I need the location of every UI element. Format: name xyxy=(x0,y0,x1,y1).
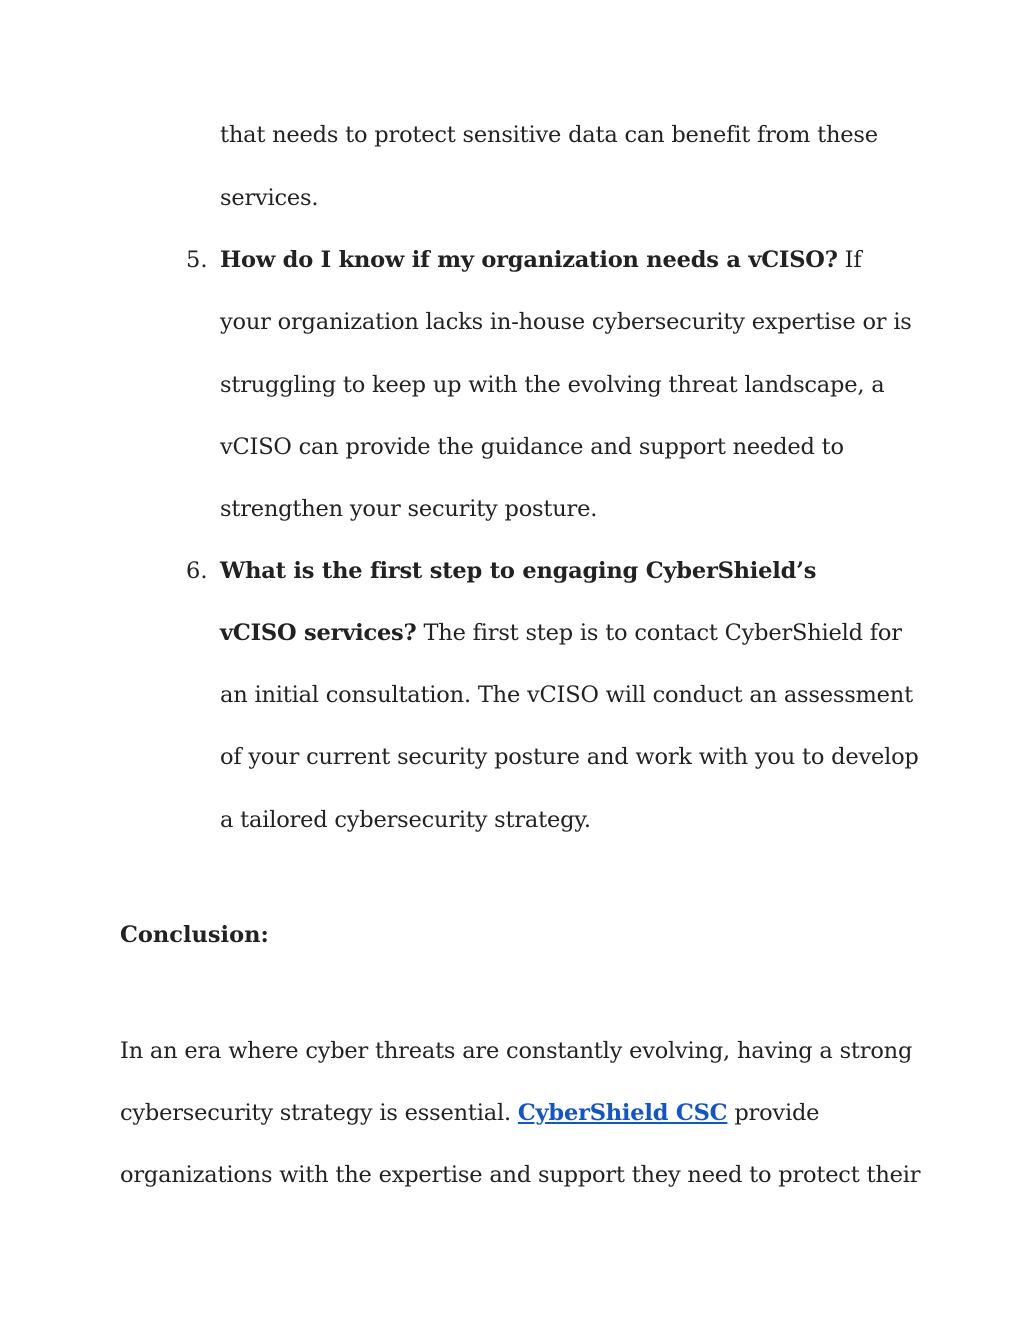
faq-5-answer-line-4: vCISO can provide the guidance and support needed to xyxy=(220,434,844,460)
faq-5-answer-line-3: struggling to keep up with the evolving threat landscape, a xyxy=(220,372,885,398)
faq-5-answer-line-5: strengthen your security posture. xyxy=(220,496,598,522)
intro-line-2: services. xyxy=(220,185,319,211)
faq-5-question: How do I know if my organization needs a vCISO? xyxy=(220,247,838,273)
faq-5-answer-start: If xyxy=(844,247,862,273)
conclusion-line-3: organizations with the expertise and support they need to protect their xyxy=(120,1162,921,1188)
faq-5-answer-line-2: your organization lacks in-house cybersecurity expertise or is xyxy=(220,309,912,335)
faq-5-question-line xyxy=(220,245,861,275)
faq-6-answer-start: The first step is to contact CyberShield for xyxy=(423,620,902,646)
conclusion-heading: Conclusion: xyxy=(120,922,269,948)
faq-6-answer-line-2: an initial consultation. The vCISO will conduct an assessment xyxy=(220,682,913,708)
conclusion-line-2-after: provide xyxy=(734,1100,820,1126)
conclusion-line-1: In an era where cyber threats are constantly evolving, having a strong xyxy=(120,1038,913,1064)
faq-6-question-end: vCISO services? xyxy=(220,620,417,646)
faq-6-answer-line-3: of your current security posture and work with you to develop xyxy=(220,744,919,770)
faq-5-number: 5. xyxy=(186,247,208,273)
faq-6-number: 6. xyxy=(186,558,208,584)
conclusion-line-2-before: cybersecurity strategy is essential. xyxy=(120,1100,511,1126)
faq-6-answer-line-4: a tailored cybersecurity strategy. xyxy=(220,807,591,833)
conclusion-line-2 xyxy=(120,1098,819,1128)
intro-line-1: that needs to protect sensitive data can benefit from these xyxy=(220,122,878,148)
faq-6-question-line-1: What is the first step to engaging CyberShield’s xyxy=(220,558,817,584)
faq-6-question-line-2 xyxy=(220,618,902,648)
cybershield-csc-link[interactable]: CyberShield CSC xyxy=(517,1100,728,1126)
